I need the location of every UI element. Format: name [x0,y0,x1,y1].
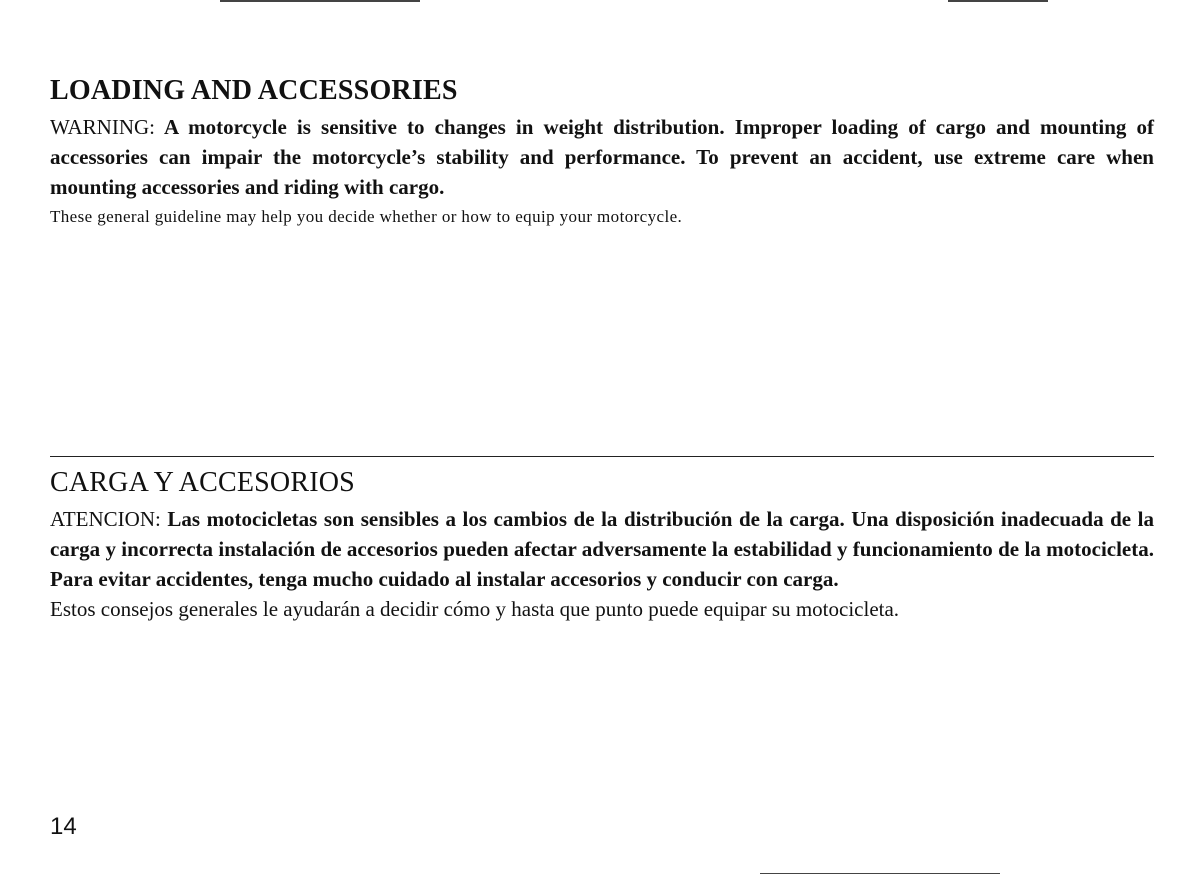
english-heading: LOADING AND ACCESSORIES [50,75,458,106]
top-edge-rule [220,0,420,2]
top-edge-rule [948,0,1048,2]
bottom-edge-rule [760,873,1000,874]
english-warning [50,112,1154,202]
spanish-warning-text: Las motocicletas son sensibles a los cambios de la distribución de la carga. Una disposición inadecuada de la carga y incorrecta instalación de accesorios pueden afectar adversamente la estabilidad y funcionamiento de la motocicleta. Para evitar accidentes, tenga mucho cuidado al instalar accesorios y conducir con carga. [50,507,1154,591]
spanish-warning-label: ATENCION: [50,507,161,531]
english-warning-text: A motorcycle is sensitive to changes in weight distribution. Improper loading of cargo and mounting of accessories can impair the motorcycle’s stability and performance. To prevent an accident, use extreme care when mounting accessories and riding with cargo. [50,115,1154,199]
spanish-section [50,466,1154,624]
spanish-heading: CARGA Y ACCESORIOS [50,467,355,498]
spanish-warning [50,504,1154,594]
page-number: 14 [50,813,77,840]
section-divider [50,456,1154,457]
english-section [50,74,1154,230]
english-guideline: These general guideline may help you decide whether or how to equip your motorcycle. [50,207,683,226]
english-warning-label: WARNING: [50,115,155,139]
spanish-guideline: Estos consejos generales le ayudarán a decidir cómo y hasta que punto puede equipar su motocicleta. [50,597,900,621]
